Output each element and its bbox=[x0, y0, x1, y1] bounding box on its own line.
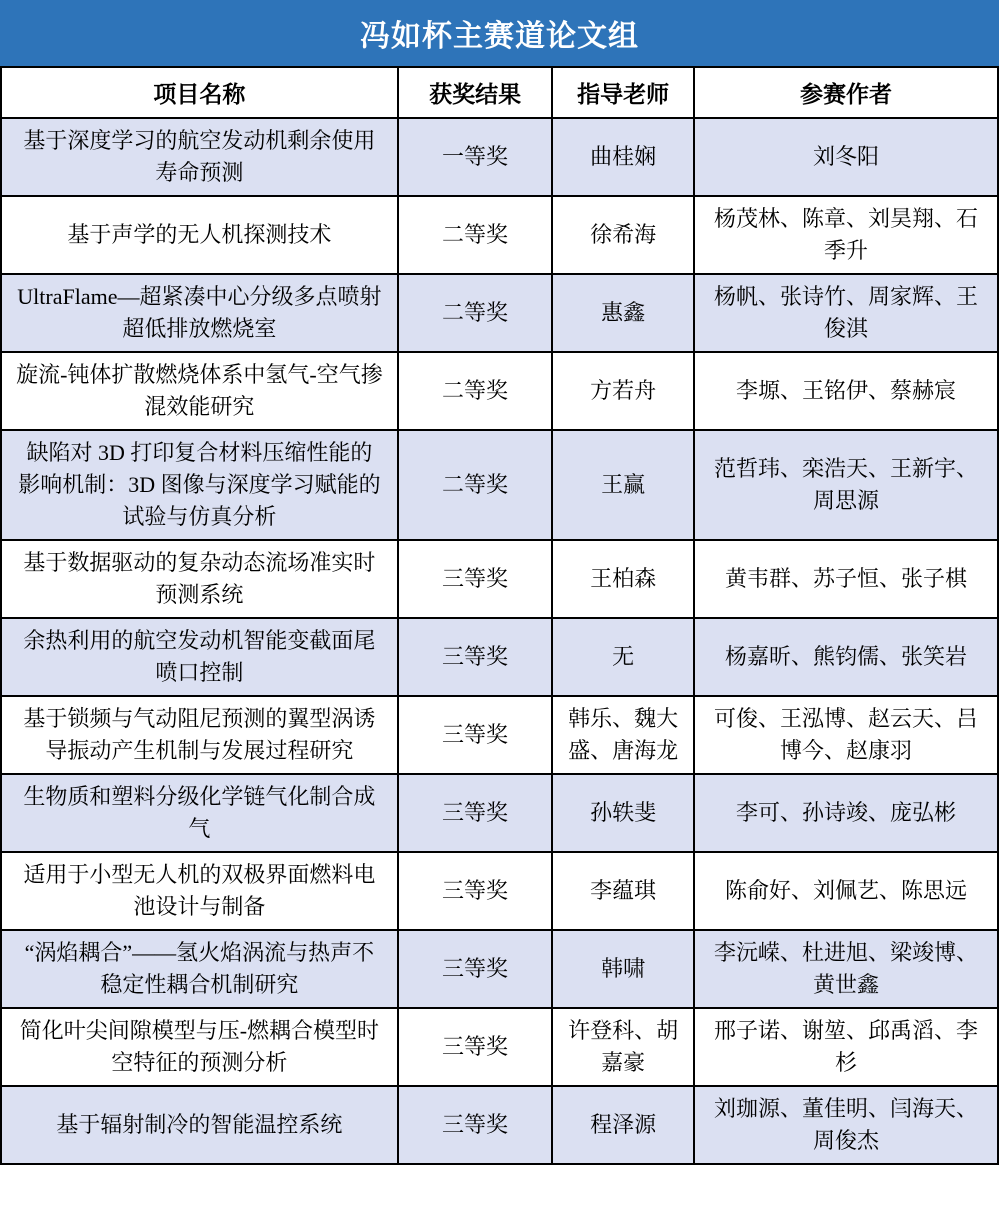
table-row bbox=[1, 852, 998, 930]
cell-award: 三等奖 bbox=[398, 540, 553, 618]
cell-authors: 杨帆、张诗竹、周家辉、王俊淇 bbox=[694, 274, 998, 352]
table-row bbox=[1, 1086, 998, 1164]
page-title: 冯如杯主赛道论文组 bbox=[360, 20, 639, 53]
cell-advisor: 许登科、胡嘉豪 bbox=[552, 1008, 694, 1086]
cell-project: 缺陷对 3D 打印复合材料压缩性能的影响机制：3D 图像与深度学习赋能的试验与仿真分析 bbox=[1, 430, 398, 540]
cell-project: “涡焰耦合”——氢火焰涡流与热声不稳定性耦合机制研究 bbox=[1, 930, 398, 1008]
table-header bbox=[1, 67, 998, 118]
cell-award: 三等奖 bbox=[398, 930, 553, 1008]
cell-authors: 可俊、王泓博、赵云天、吕博今、赵康羽 bbox=[694, 696, 998, 774]
cell-authors: 李塬、王铭伊、蔡赫宸 bbox=[694, 352, 998, 430]
cell-project: 基于数据驱动的复杂动态流场准实时预测系统 bbox=[1, 540, 398, 618]
cell-award: 一等奖 bbox=[398, 118, 553, 196]
cell-authors: 邢子诺、谢堃、邱禹滔、李杉 bbox=[694, 1008, 998, 1086]
cell-authors: 刘冬阳 bbox=[694, 118, 998, 196]
cell-award: 三等奖 bbox=[398, 1086, 553, 1164]
table-row bbox=[1, 118, 998, 196]
column-header-authors: 参赛作者 bbox=[694, 67, 998, 118]
cell-award: 二等奖 bbox=[398, 274, 553, 352]
cell-award: 三等奖 bbox=[398, 852, 553, 930]
cell-authors: 陈俞好、刘佩艺、陈思远 bbox=[694, 852, 998, 930]
cell-authors: 杨茂林、陈章、刘昊翔、石季升 bbox=[694, 196, 998, 274]
column-header-award: 获奖结果 bbox=[398, 67, 553, 118]
cell-advisor: 孙轶斐 bbox=[552, 774, 694, 852]
cell-project: 旋流-钝体扩散燃烧体系中氢气-空气掺混效能研究 bbox=[1, 352, 398, 430]
cell-advisor: 程泽源 bbox=[552, 1086, 694, 1164]
cell-advisor: 方若舟 bbox=[552, 352, 694, 430]
table-row bbox=[1, 696, 998, 774]
cell-authors: 李沅嵘、杜进旭、梁竣博、黄世鑫 bbox=[694, 930, 998, 1008]
cell-advisor: 韩啸 bbox=[552, 930, 694, 1008]
cell-project: 生物质和塑料分级化学链气化制合成气 bbox=[1, 774, 398, 852]
cell-project: 适用于小型无人机的双极界面燃料电池设计与制备 bbox=[1, 852, 398, 930]
cell-award: 三等奖 bbox=[398, 774, 553, 852]
cell-project: 基于辐射制冷的智能温控系统 bbox=[1, 1086, 398, 1164]
cell-award: 二等奖 bbox=[398, 352, 553, 430]
cell-advisor: 李蕴琪 bbox=[552, 852, 694, 930]
column-header-project: 项目名称 bbox=[1, 67, 398, 118]
cell-award: 二等奖 bbox=[398, 196, 553, 274]
cell-authors: 范哲玮、栾浩天、王新宇、周思源 bbox=[694, 430, 998, 540]
table-row bbox=[1, 430, 998, 540]
cell-advisor: 王柏森 bbox=[552, 540, 694, 618]
table-row bbox=[1, 196, 998, 274]
header-row bbox=[1, 67, 998, 118]
cell-project: 基于锁频与气动阻尼预测的翼型涡诱导振动产生机制与发展过程研究 bbox=[1, 696, 398, 774]
table-row bbox=[1, 1008, 998, 1086]
cell-project: 基于深度学习的航空发动机剩余使用寿命预测 bbox=[1, 118, 398, 196]
table-row bbox=[1, 352, 998, 430]
cell-advisor: 王赢 bbox=[552, 430, 694, 540]
cell-advisor: 惠鑫 bbox=[552, 274, 694, 352]
cell-project: 简化叶尖间隙模型与压-燃耦合模型时空特征的预测分析 bbox=[1, 1008, 398, 1086]
cell-award: 三等奖 bbox=[398, 618, 553, 696]
column-header-advisor: 指导老师 bbox=[552, 67, 694, 118]
table-row bbox=[1, 540, 998, 618]
table-row bbox=[1, 274, 998, 352]
cell-award: 三等奖 bbox=[398, 1008, 553, 1086]
table-row bbox=[1, 774, 998, 852]
cell-authors: 杨嘉昕、熊钧儒、张笑岩 bbox=[694, 618, 998, 696]
cell-advisor: 韩乐、魏大盛、唐海龙 bbox=[552, 696, 694, 774]
cell-authors: 黄韦群、苏子恒、张子棋 bbox=[694, 540, 998, 618]
title-banner bbox=[0, 0, 999, 66]
cell-authors: 李可、孙诗竣、庞弘彬 bbox=[694, 774, 998, 852]
table-row bbox=[1, 618, 998, 696]
cell-advisor: 曲桂娴 bbox=[552, 118, 694, 196]
cell-project: 余热利用的航空发动机智能变截面尾喷口控制 bbox=[1, 618, 398, 696]
cell-project: UltraFlame—超紧凑中心分级多点喷射超低排放燃烧室 bbox=[1, 274, 398, 352]
cell-project: 基于声学的无人机探测技术 bbox=[1, 196, 398, 274]
cell-advisor: 无 bbox=[552, 618, 694, 696]
awards-table bbox=[0, 66, 999, 1165]
table-body bbox=[1, 118, 998, 1164]
cell-award: 三等奖 bbox=[398, 696, 553, 774]
table-row bbox=[1, 930, 998, 1008]
cell-advisor: 徐希海 bbox=[552, 196, 694, 274]
cell-award: 二等奖 bbox=[398, 430, 553, 540]
cell-authors: 刘珈源、董佳明、闫海天、周俊杰 bbox=[694, 1086, 998, 1164]
